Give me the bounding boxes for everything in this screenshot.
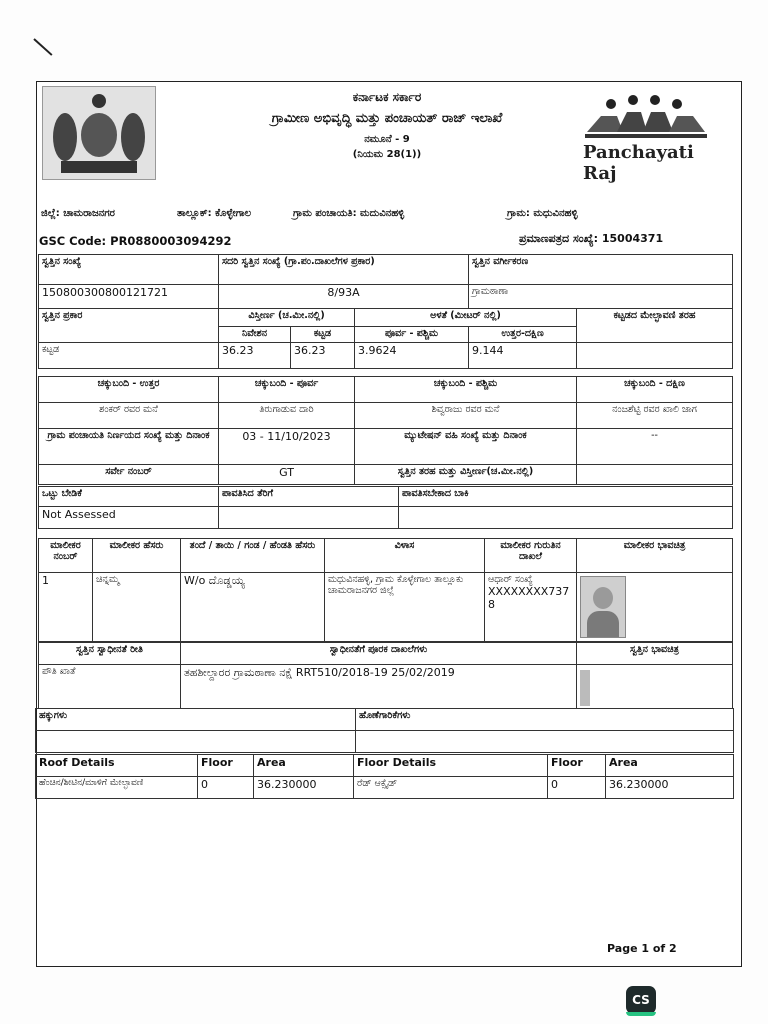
south-boundary: ನಂಜಶೆಟ್ಟಿ ರವರ ಖಾಲಿ ಜಾಗ [577, 403, 733, 429]
panchayati-raj-text: Panchayati Raj [583, 142, 694, 184]
acquisition-docs-label: ಸ್ವಾಧೀನತೆಗೆ ಪೂರಕ ದಾಖಲೆಗಳು [181, 643, 577, 665]
page-number: Page 1 of 2 [607, 942, 677, 955]
header-block [197, 90, 577, 160]
resolution-label: ಗ್ರಾಮ ಪಂಚಾಯತಿ ನಿರ್ಣಯದ ಸಂಖ್ಯೆ ಮತ್ತು ದಿನಾಂಕ [39, 429, 219, 465]
mutation-label: ಮ್ಯುಟೇಷನ್ ವಹಿ ಸಂಖ್ಯೆ ಮತ್ತು ದಿನಾಂಕ [355, 429, 577, 465]
village: ಗ್ರಾಮ: ಮಧುವಿನಹಳ್ಳಿ [507, 208, 578, 219]
north-south-value: 9.144 [469, 343, 577, 369]
survey-value: GT [219, 465, 355, 485]
owner-name-header: ಮಾಲೀಕರ ಹೆಸರು [93, 539, 181, 573]
roof-area: 36.230000 [254, 777, 354, 799]
department-name: ಗ್ರಾಮೀಣ ಅಭಿವೃದ್ಧಿ ಮತ್ತು ಪಂಚಾಯತ್ ರಾಜ್ ಇಲಾಖೆ [271, 111, 503, 126]
property-table [38, 254, 733, 369]
north-boundary: ಶಂಕರ್ ರವರ ಮನೆ [39, 403, 219, 429]
property-number-label: ಸ್ವತ್ತಿನ ಸಂಖ್ಯೆ [39, 255, 219, 285]
floor-floor: 0 [548, 777, 606, 799]
taluk: ತಾಲ್ಲೂಕ್: ಕೊಳ್ಳೇಗಾಲ [177, 208, 252, 219]
east-label: ಚಕ್ಕುಬಂದಿ - ಪೂರ್ವ [219, 377, 355, 403]
owner-photo-header: ಮಾಲೀಕರ ಭಾವಚಿತ್ರ [577, 539, 733, 573]
rights-label: ಹಕ್ಕುಗಳು [36, 709, 356, 731]
panchayati-raj-logo [577, 94, 727, 184]
survey-label: ಸರ್ವೇ ನಂಬರ್ [39, 465, 219, 485]
property-type-label: ಸ್ವತ್ತಿನ ಪ್ರಕಾರ [39, 309, 219, 343]
plot-area: 36.23 [219, 343, 291, 369]
details-table [35, 754, 734, 799]
camscanner-logo: CS [626, 986, 656, 1014]
building-area: 36.23 [291, 343, 355, 369]
owner-id-value: XXXXXXXX737 8 [488, 585, 570, 611]
balance-value [399, 507, 733, 529]
pen-mark [33, 38, 52, 56]
form-number: ನಮೂನೆ - 9 [364, 134, 410, 145]
dimension-label: ಅಳತೆ (ಮೀಟರ್ ನಲ್ಲಿ) [355, 309, 577, 327]
roof-type-value [577, 343, 733, 369]
government-name: ಕರ್ನಾಟಕ ಸರ್ಕಾರ [352, 90, 422, 104]
people-group-icon [577, 94, 727, 140]
roof-floor: 0 [198, 777, 254, 799]
gsc-code: GSC Code: PR0880003094292 [39, 234, 232, 248]
nature-label: ಸ್ವತ್ತಿನ ತರಹ ಮತ್ತು ವಿಸ್ತೀರ್ಣ(ಚ.ಮೀ.ನಲ್ಲಿ) [355, 465, 577, 485]
roof-details-header: Roof Details [36, 755, 198, 777]
karnataka-emblem-icon [42, 86, 156, 180]
certificate-number: ಪ್ರಮಾಣಪತ್ರದ ಸಂಖ್ಯೆ: 15004371 [519, 232, 664, 245]
owner-photo-face [593, 587, 613, 609]
paid-label: ಪಾವತಿಸಿದ ತೆರಿಗೆ [219, 487, 399, 507]
tax-table [38, 486, 733, 529]
rights-value [36, 731, 356, 753]
property-type: ಕಟ್ಟಡ [39, 343, 219, 369]
west-label: ಚಕ್ಕುಬಂದಿ - ಪಶ್ಚಿಮ [355, 377, 577, 403]
plot-label: ನಿವೇಶನ [219, 327, 291, 343]
roof-area-header: Area [254, 755, 354, 777]
owner-name: ಚಿನ್ನಮ್ಮ [93, 573, 181, 642]
owner-relation: W/o ದೊಡ್ಡಯ್ಯ [181, 573, 325, 642]
property-photo [580, 670, 590, 706]
liabilities-label: ಹೊಣೆಗಾರಿಕೆಗಳು [356, 709, 734, 731]
floor-area: 36.230000 [606, 777, 734, 799]
owner-photo-body [587, 611, 619, 637]
roof-value: ಹೆಂಚಿನ/ಶೀಟಿನ/ಮಾಳಿಗೆ ಮೇಲ್ಛಾವಣಿ [36, 777, 198, 799]
district: ಜಿಲ್ಲೆ: ಚಾಮರಾಜನಗರ [41, 208, 115, 219]
roof-floor-header: Floor [198, 755, 254, 777]
paid-value [219, 507, 399, 529]
balance-label: ಪಾವತಿಸಬೇಕಾದ ಬಾಕಿ [399, 487, 733, 507]
form-rule: (ನಿಯಮ 28(1)) [352, 149, 422, 160]
demand-label: ಒಟ್ಟು ಬೇಡಿಕೆ [39, 487, 219, 507]
south-label: ಚಕ್ಕುಬಂದಿ - ದಕ್ಷಿಣ [577, 377, 733, 403]
nature-value [577, 465, 733, 485]
classification-label: ಸ್ವತ್ತಿನ ವರ್ಗೀಕರಣ [469, 255, 733, 285]
east-west-label: ಪೂರ್ವ - ಪಶ್ಚಿಮ [355, 327, 469, 343]
floor-details-header: Floor Details [354, 755, 548, 777]
west-boundary: ಶಿವ್ವರಾಜು ರವರ ಮನೆ [355, 403, 577, 429]
demand-value: Not Assessed [39, 507, 219, 529]
sadaru-value: 8/93A [219, 285, 469, 309]
owner-no-header: ಮಾಲೀಕರ ನಂಬರ್ [39, 539, 93, 573]
form-9-document [36, 81, 742, 967]
owner-photo-cell [577, 573, 733, 642]
floor-area-header: Area [606, 755, 734, 777]
owner-relation-header: ತಂದೆ / ತಾಯಿ / ಗಂಡ / ಹೆಂಡತಿ ಹೆಸರು [181, 539, 325, 573]
sadaru-label: ಸದರಿ ಸ್ವತ್ತಿನ ಸಂಖ್ಯೆ (ಗ್ರಾ.ಪಂ.ದಾಖಲೆಗಳ ಪ್ರಕಾರ) [219, 255, 469, 285]
floor-floor-header: Floor [548, 755, 606, 777]
acquisition-docs: ತಹಶೀಲ್ದಾರರ ಗ್ರಾಮಠಾಣಾ ನಕ್ಷೆ RRT510/2018-19 25/02/2019 [181, 665, 577, 709]
resolution-value: 03 - 11/10/2023 [219, 429, 355, 465]
floor-value: ರೆಡ್ ಆಕ್ಸೈಡ್ [354, 777, 548, 799]
owner-id-label: ಆಧಾರ್ ಸಂಖ್ಯೆ [488, 574, 533, 585]
acquisition-method-label: ಸ್ವತ್ತಿನ ಸ್ವಾಧೀನತೆ ರೀತಿ [39, 643, 181, 665]
roof-type-label: ಕಟ್ಟಡದ ಮೇಲ್ಛಾವಣಿ ತರಹ [577, 309, 733, 343]
owner-id [485, 573, 577, 642]
north-south-label: ಉತ್ತರ-ದಕ್ಷಿಣ [469, 327, 577, 343]
owner-id-header: ಮಾಲೀಕರ ಗುರುತಿನ ದಾಖಲೆ [485, 539, 577, 573]
east-boundary: ತಿರುಗಾಡುವ ದಾರಿ [219, 403, 355, 429]
rights-table [35, 708, 734, 753]
classification-value: ಗ್ರಾಮಠಾಣಾ [469, 285, 733, 309]
owner-address-header: ವಿಳಾಸ [325, 539, 485, 573]
boundaries-table [38, 376, 733, 485]
mutation-value: -- [577, 429, 733, 465]
property-photo-cell [577, 665, 733, 709]
property-photo-label: ಸ್ವತ್ತಿನ ಭಾವಚಿತ್ರ [577, 643, 733, 665]
owner-address: ಮಧುವಿನಹಳ್ಳಿ, ಗ್ರಾಮ ಕೊಳ್ಳೇಗಾಲ ತಾಲ್ಲೂಕು ಚಾಮರಾಜನಗರ ಜಿಲ್ಲೆ [325, 573, 485, 642]
north-label: ಚಕ್ಕುಬಂದಿ - ಉತ್ತರ [39, 377, 219, 403]
building-label: ಕಟ್ಟಡ [291, 327, 355, 343]
property-number: 150800300800121721 [39, 285, 219, 309]
acquisition-method: ಪೌತಿ ಖಾತೆ [39, 665, 181, 709]
owner-no: 1 [39, 573, 93, 642]
gram-panchayat: ಗ್ರಾಮ ಪಂಚಾಯತಿ: ಮದುವಿನಹಳ್ಳಿ [293, 208, 405, 219]
owner-photo [580, 576, 626, 638]
east-west-value: 3.9624 [355, 343, 469, 369]
owner-table [38, 538, 733, 642]
acquisition-table [38, 642, 733, 709]
area-label: ವಿಸ್ತೀರ್ಣ (ಚ.ಮೀ.ನಲ್ಲಿ) [219, 309, 355, 327]
liabilities-value [356, 731, 734, 753]
